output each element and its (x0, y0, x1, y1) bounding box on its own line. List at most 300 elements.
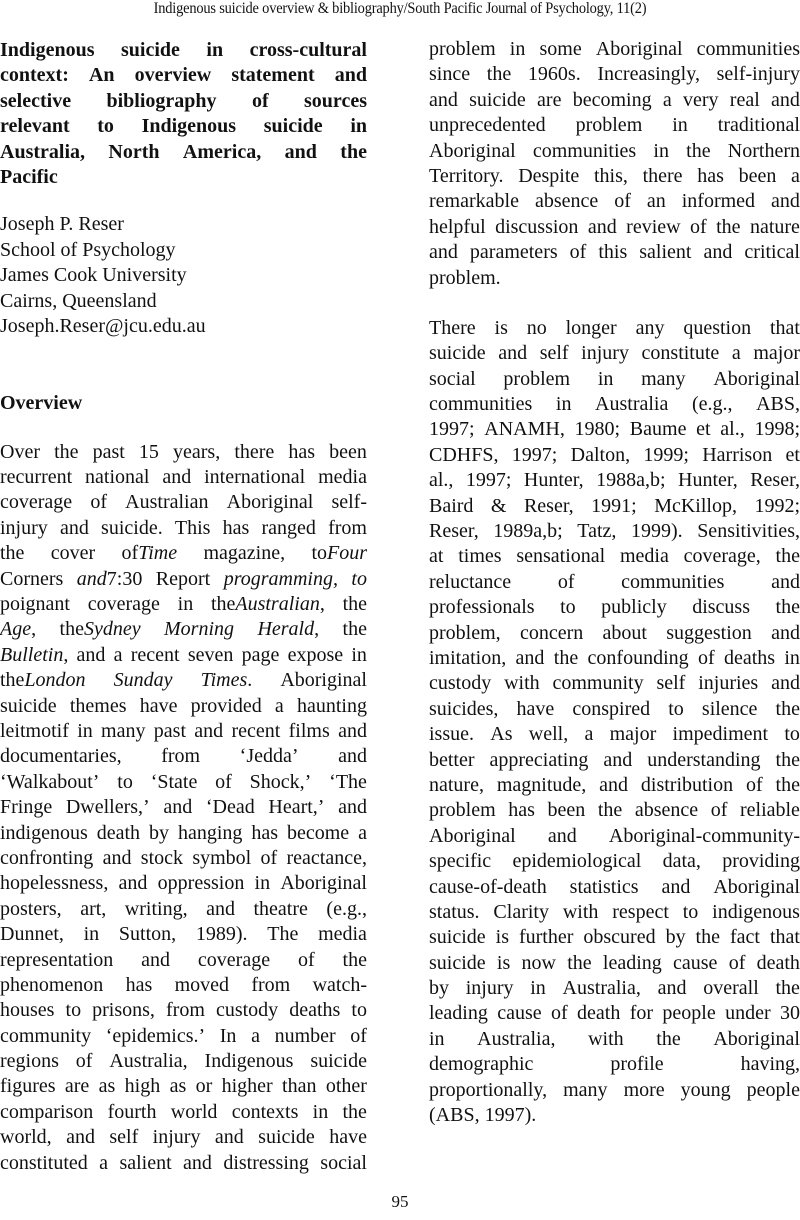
text-line (0, 744, 367, 769)
word: leitmotif (0, 719, 69, 742)
word: Bulletin, (0, 643, 69, 666)
text-line (0, 998, 367, 1023)
word: selective (0, 89, 72, 112)
word: no (526, 316, 547, 339)
text-line (0, 770, 367, 795)
word: a (99, 1151, 109, 1174)
word: magazine, (203, 542, 286, 565)
word: in (350, 115, 367, 138)
word: oppression (157, 872, 245, 895)
word: theAustralian, (210, 593, 325, 616)
word: been (738, 164, 777, 187)
word: this (598, 241, 628, 264)
word: statement (231, 64, 315, 87)
word: self (539, 342, 569, 365)
word: and (771, 88, 800, 111)
text-line (429, 824, 800, 849)
word: the (775, 977, 800, 1000)
text-line (429, 1103, 800, 1128)
word: Herald, (257, 618, 320, 641)
word: communities (429, 393, 533, 416)
word: appreciating (489, 748, 589, 771)
word: custody (429, 672, 492, 695)
word: imitation, (429, 646, 507, 669)
word: parameters (469, 241, 558, 264)
text-line (429, 773, 800, 798)
text-line (0, 465, 367, 490)
word: 1999; (643, 443, 689, 466)
word: problem, (429, 621, 501, 644)
word: in (672, 114, 688, 137)
word: of (350, 1024, 367, 1047)
word: discuss (692, 596, 750, 619)
word: symbol (192, 846, 252, 869)
word: contexts (231, 1100, 299, 1123)
word: media (619, 545, 669, 568)
text-line (0, 140, 367, 165)
right-column (429, 37, 800, 1128)
word: of (260, 846, 278, 869)
author-location: Cairns, Queensland (0, 289, 157, 312)
author-email[interactable]: Joseph.Reser@jcu.edu.au (0, 314, 206, 337)
text-line (429, 443, 800, 468)
word: in (653, 139, 669, 162)
text-line (0, 668, 367, 693)
text-line (429, 595, 800, 620)
text-line (0, 1125, 367, 1150)
word: ‘Walkabout’ (0, 770, 100, 793)
word: Northern (727, 139, 800, 162)
word: respect (612, 900, 669, 923)
word: There (429, 316, 476, 339)
word: and (515, 646, 545, 669)
word: further (518, 926, 574, 949)
text-line (0, 821, 367, 846)
word: Aboriginal (713, 875, 800, 898)
word: and (657, 977, 687, 1000)
word: longer (565, 316, 617, 339)
word: ‘The (329, 770, 367, 793)
word: the (553, 646, 579, 669)
word: of (728, 951, 746, 974)
word: self (656, 672, 686, 695)
text-line (0, 1074, 367, 1099)
word: theSydney (59, 618, 141, 641)
word: art, (80, 897, 107, 920)
word: houses (0, 999, 55, 1022)
word: and (141, 948, 171, 971)
word: Baume (629, 418, 687, 441)
word: expose (287, 643, 344, 666)
word: by (429, 977, 449, 1000)
word: haunting (297, 694, 367, 717)
word: 15 (138, 440, 159, 463)
text-line (0, 541, 367, 566)
word: suggestion (666, 621, 752, 644)
word: of (690, 215, 707, 238)
word: leading (429, 1002, 488, 1025)
word: have (516, 697, 555, 720)
word: 1997; (429, 418, 475, 441)
word: to (351, 567, 367, 590)
word: having, (740, 1053, 800, 1076)
word: comparison (0, 1100, 94, 1123)
word: constituted (0, 1151, 88, 1174)
word: in (177, 593, 194, 616)
word: seven (187, 643, 234, 666)
word: and (206, 897, 235, 920)
word: programming, (223, 567, 338, 590)
word: overall (703, 977, 759, 1000)
word: Dalton, (570, 443, 631, 466)
word: the (716, 215, 741, 238)
word: a (662, 88, 672, 111)
word: are (537, 88, 562, 111)
text-line (0, 948, 367, 973)
word: people (746, 1078, 800, 1101)
word: prisons, (92, 999, 155, 1022)
word: Morning (164, 618, 235, 641)
word: a (251, 1024, 260, 1047)
word: world (170, 1100, 218, 1123)
word: Times. (200, 669, 253, 692)
word: that (770, 316, 800, 339)
word: Reser, (750, 469, 800, 492)
word: by (149, 821, 169, 844)
text-line (429, 37, 800, 62)
section-heading: Overview (0, 392, 83, 415)
word: and (334, 64, 367, 87)
word: injuries (698, 672, 759, 695)
word: and (587, 215, 617, 238)
text-line (429, 215, 800, 240)
text-line (429, 113, 800, 138)
word: 1991; (591, 494, 637, 517)
word: and (118, 872, 148, 895)
text-line (429, 671, 800, 696)
word: 1988a,b; (596, 469, 666, 492)
word: constitute (641, 342, 720, 365)
text-line (429, 925, 800, 950)
word: in (83, 923, 100, 946)
word: sensational (516, 545, 606, 568)
word: have (329, 1126, 367, 1149)
word: a (358, 821, 367, 844)
word: 1997; (465, 469, 512, 492)
word: page (241, 643, 280, 666)
word: communities (621, 570, 725, 593)
word: posters, (0, 897, 62, 920)
word: Harrison (702, 443, 773, 466)
word: Corners (0, 567, 64, 590)
word: Aboriginal (429, 139, 516, 162)
word: to (65, 999, 82, 1022)
text-line (0, 490, 367, 515)
word: in (784, 646, 800, 669)
word: Aboriginal (713, 1027, 800, 1050)
word: reactance, (286, 846, 367, 869)
text-line (429, 900, 800, 925)
author-department: School of Psychology (0, 238, 176, 261)
word: a (584, 723, 594, 746)
word: 1997; (511, 443, 558, 466)
word: and (603, 748, 633, 771)
word: Aboriginal-community- (608, 824, 800, 847)
word: of (614, 190, 631, 213)
word: moved (174, 973, 230, 996)
word: real (729, 88, 760, 111)
word: obscured (583, 926, 656, 949)
word: to (668, 697, 684, 720)
word: cause-of-death (429, 875, 547, 898)
word: suicide (429, 926, 486, 949)
word: toFour (311, 542, 367, 565)
word: Tatz, (577, 520, 617, 543)
word: past (92, 440, 125, 463)
word: some (539, 38, 582, 60)
word: death (577, 1002, 621, 1025)
text-line (429, 519, 800, 544)
word: world, (0, 1126, 52, 1149)
word: of (551, 1002, 568, 1025)
word: 30 (779, 1002, 800, 1025)
word: is (495, 926, 509, 949)
word: of (710, 799, 728, 822)
word: the (695, 926, 720, 949)
word: and (163, 796, 193, 819)
word: community (552, 672, 644, 695)
word: sources (304, 89, 367, 112)
word: Australia, (109, 1050, 188, 1073)
text-line (0, 617, 367, 642)
word: ofTime (121, 542, 178, 565)
text-line (429, 189, 800, 214)
word: of (215, 770, 232, 793)
word: injury (581, 342, 629, 365)
text-line (429, 748, 800, 773)
word: bibliography (106, 89, 217, 112)
word: very (682, 88, 719, 111)
word: Pacific (0, 165, 58, 188)
text-line (429, 1027, 800, 1052)
word: a (274, 694, 284, 717)
word: about (602, 621, 647, 644)
word: and (498, 342, 528, 365)
word: major (609, 723, 657, 746)
text-line (0, 1151, 367, 1176)
word: of (251, 89, 269, 112)
word: other (325, 1075, 367, 1098)
word: communities (696, 38, 800, 60)
word: provided (190, 694, 262, 717)
word: informed (681, 190, 756, 213)
word: coverage (87, 593, 160, 616)
text-line (429, 1052, 800, 1077)
text-line (0, 38, 367, 63)
word: An (88, 64, 115, 87)
word: becoming (572, 88, 652, 111)
word: helpful (429, 215, 486, 238)
word: in (530, 977, 546, 1000)
word: coverage, (683, 545, 761, 568)
word: and (338, 719, 367, 742)
word: death (756, 951, 800, 974)
text-line (0, 846, 367, 871)
word: Fringe (0, 796, 53, 819)
text-line (0, 643, 367, 668)
word: Clarity (493, 900, 549, 923)
author-university: James Cook University (0, 264, 187, 287)
word: hanging (177, 821, 243, 844)
word: higher (221, 1075, 273, 1098)
word: deaths (723, 646, 776, 669)
word: publicly (601, 596, 667, 619)
word: Indigenous (0, 39, 95, 61)
word: there (642, 164, 683, 187)
word: Australia, (0, 140, 85, 163)
word: professionals (429, 596, 535, 619)
word: major (753, 342, 800, 365)
word: many (641, 367, 686, 390)
text-line (429, 240, 800, 265)
word: and (284, 140, 317, 163)
word: the (342, 1100, 367, 1123)
word: et (696, 418, 711, 441)
word: Sutton, (118, 923, 177, 946)
word: documentaries, (0, 745, 122, 768)
word: Aboriginal (280, 669, 367, 692)
word: years, (173, 440, 221, 463)
word: suicide (429, 342, 486, 365)
spacer (0, 339, 367, 391)
text-line (0, 165, 367, 190)
text-line (429, 798, 800, 823)
text-line (429, 976, 800, 1001)
word: recurrent (0, 466, 73, 489)
word: injury (465, 977, 514, 1000)
word: number (274, 1024, 336, 1047)
word: the (656, 1027, 681, 1050)
word: and7:30 (76, 567, 143, 590)
word: and (214, 1126, 244, 1149)
word: fact (729, 926, 760, 949)
word: social (320, 1151, 367, 1174)
word: CDHFS, (429, 443, 499, 466)
text-line (429, 164, 800, 189)
word: (ABS, (429, 1104, 480, 1127)
word: more (623, 1078, 665, 1101)
word: ANAMH, (484, 418, 565, 441)
word: cause (673, 951, 718, 974)
word: and (703, 241, 733, 264)
word: watch- (312, 973, 367, 996)
text-line (429, 1001, 800, 1026)
word: ‘Jedda’ (239, 745, 299, 768)
word: in (77, 719, 93, 742)
word: many (563, 1078, 608, 1101)
word: profile (610, 1053, 664, 1076)
word: from (161, 745, 201, 768)
word: has (508, 799, 535, 822)
word: past (153, 719, 186, 742)
word: ABS, (756, 393, 800, 416)
word: phenomenon (0, 973, 104, 996)
word: a (731, 342, 741, 365)
word: problem (429, 799, 496, 822)
word: Australia (595, 393, 669, 416)
word: epidemiological (512, 850, 642, 873)
word: 1999). (630, 520, 683, 543)
paragraph-2 (429, 316, 800, 1129)
word: Aboriginal (429, 824, 516, 847)
word: has (125, 973, 153, 996)
word: problem (575, 114, 643, 137)
word: magnitude, (496, 773, 587, 796)
word: discussion (495, 215, 579, 238)
word: is (496, 951, 511, 974)
word: Reser, (523, 494, 574, 517)
word: by (665, 926, 686, 949)
word: poignant (0, 593, 70, 616)
word: Report (155, 567, 211, 590)
word: has (697, 164, 724, 187)
word: suicide (469, 88, 526, 111)
word: and (661, 875, 691, 898)
word: recent (231, 719, 281, 742)
word: America, (182, 140, 262, 163)
word: and (338, 745, 367, 768)
word: absence (534, 190, 599, 213)
word: proportionally, (429, 1078, 548, 1101)
word: conspired (572, 697, 651, 720)
word: and (194, 719, 224, 742)
word: from (166, 999, 205, 1022)
word: to (351, 999, 367, 1022)
spacer (0, 417, 367, 440)
word: in (254, 872, 271, 895)
word: social (429, 367, 476, 390)
word: people (662, 1002, 716, 1025)
article-title (0, 38, 367, 190)
word: suicide (0, 694, 57, 717)
word: and (771, 672, 800, 695)
text-line (0, 694, 367, 719)
word: ‘Dead (205, 796, 255, 819)
word: better (429, 748, 475, 771)
word: an (646, 190, 666, 213)
word: Indigenous (204, 1050, 294, 1073)
text-line (0, 1100, 367, 1125)
word: The (267, 923, 299, 946)
word: international (204, 466, 306, 489)
spacer (0, 190, 367, 212)
word: nature, (429, 773, 484, 796)
word: from (328, 516, 367, 539)
word: communities (532, 139, 637, 162)
word: Hunter, (678, 469, 738, 492)
word: McKillop, (654, 494, 737, 517)
text-line (429, 875, 800, 900)
word: coverage (0, 491, 73, 514)
text-line (0, 1049, 367, 1074)
word: indigenous (712, 900, 800, 923)
word: of (557, 570, 575, 593)
word: times (458, 545, 502, 568)
word: with (562, 900, 599, 923)
word: in (351, 643, 367, 666)
word: of (90, 491, 107, 514)
word: that (769, 926, 800, 949)
